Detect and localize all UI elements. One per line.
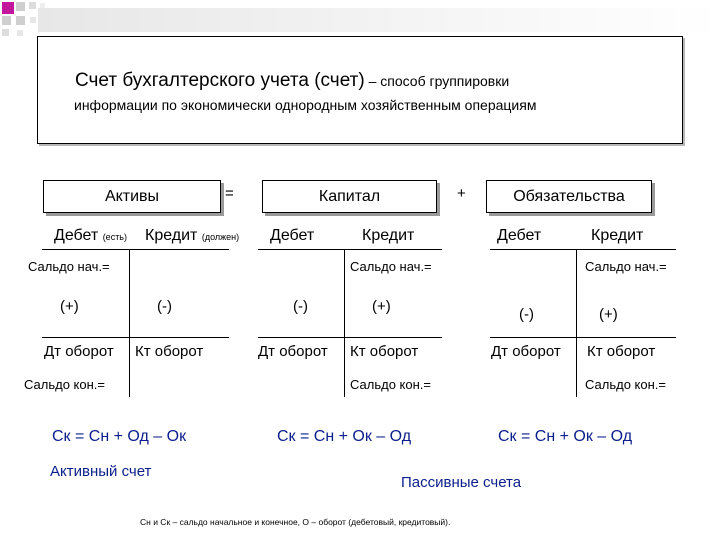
capital-credit-label: Кредит [362,227,415,244]
corner-decoration-square [29,2,36,9]
assets-credit-turnover: Кт оборот [135,343,204,360]
capital-credit-increase: (+) [372,298,391,315]
assets-credit-label: Кредит (должен) [145,227,240,244]
capital-credit-turnover: Кт оборот [350,343,419,360]
active-account-label: Активный счет [50,463,152,480]
capital-debit-decrease: (-) [293,298,308,315]
capital-debit-turnover: Дт оборот [258,343,328,360]
liabilities-turnover-line [490,337,676,338]
definition-term: Счет бухгалтерского учета (счет) [75,70,365,91]
top-gradient-bar [38,8,720,32]
liabilities-opening-balance: Сальдо нач.= [585,259,667,274]
capital-account-formula: Ск = Сн + Ок – Од [277,428,412,445]
liabilities-credit-label: Кредит [591,227,644,244]
corner-decoration-square [16,16,25,25]
liabilities-t-horizontal [490,249,676,250]
liabilities-credit-increase: (+) [599,306,618,323]
assets-turnover-line [42,337,229,338]
capital-opening-balance: Сальдо нач.= [350,259,432,274]
passive-accounts-label: Пассивные счета [401,474,522,491]
assets-closing-balance: Сальдо кон.= [24,377,105,392]
equals-sign: = [225,185,234,202]
assets-credit-decrease: (-) [157,298,172,315]
liabilities-debit-turnover: Дт оборот [491,343,561,360]
plus-sign: + [457,185,466,202]
liabilities-t-vertical [576,249,577,397]
corner-decoration-square [2,29,9,36]
liabilities-header-label: Обязательства [513,187,625,205]
definition-line2: информации по экономически однородным хозяйственным операциям [74,97,537,113]
assets-debit-turnover: Дт оборот [44,343,114,360]
assets-t-horizontal [42,249,229,250]
capital-header-label: Капитал [318,187,381,205]
active-account-formula: Ск = Сн + Од – Ок [52,428,187,445]
liabilities-debit-label: Дебет [497,227,542,244]
capital-turnover-line [258,337,442,338]
assets-opening-balance: Сальдо нач.= [28,259,110,274]
definition-title [75,70,509,92]
liabilities-credit-turnover: Кт оборот [587,343,656,360]
assets-debit-increase: (+) [60,298,79,315]
capital-header [262,180,437,213]
liabilities-header [486,180,652,213]
assets-header [43,180,221,213]
corner-decoration-square [2,16,11,25]
corner-decoration-square [17,30,23,36]
liabilities-debit-decrease: (-) [519,306,534,323]
capital-t-horizontal [258,249,442,250]
capital-debit-label: Дебет [270,227,315,244]
capital-t-vertical [344,249,345,397]
corner-decoration-square [2,2,14,14]
corner-decoration-square [16,2,25,11]
corner-decoration-square [30,17,36,23]
assets-header-label: Активы [104,187,160,205]
liabilities-closing-balance: Сальдо кон.= [585,377,666,392]
assets-debit-label: Дебет (есть) [54,227,127,244]
liabilities-account-formula: Ск = Сн + Ок – Од [498,428,633,445]
definition-term-rest: – способ группировки [364,73,510,89]
footnote: Сн и Ск – сальдо начальное и конечное, О – оборот (дебетовый, кредитовый). [140,517,451,527]
capital-closing-balance: Сальдо кон.= [350,377,431,392]
assets-t-vertical [129,249,130,397]
